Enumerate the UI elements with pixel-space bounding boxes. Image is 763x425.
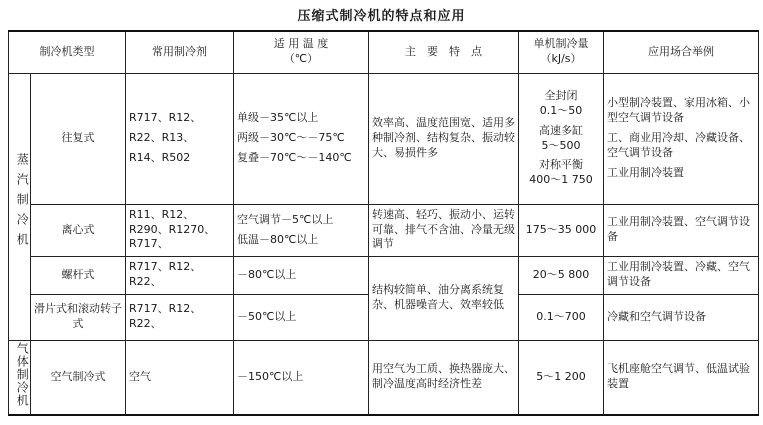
refrigerant-screw xyxy=(126,256,234,294)
application-line: 工业用制冷装置 xyxy=(607,165,684,179)
capacity-value: 400～1 750 xyxy=(529,173,593,187)
type-air: 空气制冷式 xyxy=(31,340,126,415)
header-refrigerant: 常用制冷剂 xyxy=(126,31,234,73)
temp-line: 复叠－70℃～－140℃ xyxy=(237,150,352,164)
applications-reciprocating xyxy=(604,73,759,204)
group-gas xyxy=(9,340,31,415)
features-screw-rotary: 结构较简单、油分离系统复杂、机器噪音大、效率较低 xyxy=(369,256,519,340)
applications-rotary: 冷藏和空气调节设备 xyxy=(604,294,759,340)
refrigerant-reciprocating xyxy=(126,73,234,204)
header-capacity-unit: （kJ/s） xyxy=(540,52,582,66)
type-screw: 螺杆式 xyxy=(31,256,126,294)
refrigerant-line: R717、R12、 xyxy=(129,260,202,274)
header-temperature-label: 适 用 温 度 xyxy=(273,37,329,51)
capacity-value: 0.1～50 xyxy=(539,103,583,117)
capacity-label: 全封闭 xyxy=(544,88,578,102)
refrigerant-centrifugal xyxy=(126,204,234,256)
header-applications: 应用场合举例 xyxy=(604,31,759,73)
temp-line: 空气调节－5℃以上 xyxy=(237,212,334,226)
capacity-label: 高速多缸 xyxy=(539,123,583,137)
refrigerant-air: 空气 xyxy=(126,340,234,415)
header-type: 制冷机类型 xyxy=(9,31,126,73)
temp-reciprocating xyxy=(234,73,369,204)
temp-line: 单级－35℃以上 xyxy=(237,111,319,125)
refrigerant-line: R22、R13、 xyxy=(129,131,195,145)
capacity-reciprocating xyxy=(519,73,604,204)
type-reciprocating: 往复式 xyxy=(31,73,126,204)
table-row-centrifugal xyxy=(9,204,759,256)
refrigerant-line: R11、R12、 xyxy=(129,207,195,221)
capacity-rotary: 0.1～700 xyxy=(519,294,604,340)
refrigerant-line: R22、 xyxy=(129,317,162,330)
refrigerant-line: R14、R502 xyxy=(129,150,191,164)
applications-centrifugal: 工业用制冷装置、空气调节设备 xyxy=(604,204,759,256)
temp-line: 两级－30℃～－75℃ xyxy=(237,131,345,145)
table-row-air xyxy=(9,340,759,415)
capacity-value: 5～500 xyxy=(541,138,581,152)
header-capacity xyxy=(519,31,604,73)
refrigerant-line: R717、R12、 xyxy=(129,302,202,316)
refrigerant-line: R717、 xyxy=(129,237,169,251)
header-temperature-unit: （℃） xyxy=(283,52,319,66)
refrigerant-line: R717、R12、 xyxy=(129,111,202,125)
group-gas-label: 气体制冷机 xyxy=(15,341,30,407)
features-centrifugal: 转速高、轻巧、振动小、运转可靠、排气不含油、冷量无级调节 xyxy=(369,204,519,256)
group-vapor-label: 蒸汽制冷机 xyxy=(15,153,30,254)
type-rotary: 滑片式和滚动转子式 xyxy=(31,294,126,340)
features-reciprocating: 效率高、温度范围宽、适用多种制冷剂、结构复杂、振动较大、易损件多 xyxy=(369,73,519,204)
table-row-reciprocating xyxy=(9,73,759,204)
table-row-screw xyxy=(9,256,759,294)
refrigerant-rotary xyxy=(126,294,234,340)
temp-rotary: －50℃以上 xyxy=(234,294,369,340)
header-capacity-label: 单机制冷量 xyxy=(533,37,589,51)
temp-screw: －80℃以上 xyxy=(234,256,369,294)
header-features: 主 要 特 点 xyxy=(369,31,519,73)
capacity-centrifugal: 175～35 000 xyxy=(519,204,604,256)
capacity-screw: 20～5 800 xyxy=(519,256,604,294)
capacity-label: 对称平衡 xyxy=(539,158,583,172)
application-line: 小型制冷装置、家用冰箱、小型空气调节设备 xyxy=(607,96,750,125)
header-temperature xyxy=(234,31,369,73)
refrigerator-table xyxy=(8,30,759,416)
header-row xyxy=(9,31,759,73)
application-line: 工、商业用冷却、冷藏设备、空气调节设备 xyxy=(607,131,750,159)
capacity-air: 5～1 200 xyxy=(519,340,604,415)
applications-screw: 工业用制冷装置、冷藏、空气调节设备 xyxy=(604,256,759,294)
applications-air: 飞机座舱空气调节、低温试验装置 xyxy=(604,340,759,415)
table-title: 压缩式制冷机的特点和应用 xyxy=(297,9,466,24)
refrigerant-line: R290、R1270、 xyxy=(129,222,216,236)
refrigerant-line: R22、 xyxy=(129,275,162,288)
temp-centrifugal xyxy=(234,204,369,256)
temp-line: 低温－80℃以上 xyxy=(237,232,319,246)
group-vapor xyxy=(9,73,31,340)
type-centrifugal: 离心式 xyxy=(31,204,126,256)
temp-air: －150℃以上 xyxy=(234,340,369,415)
features-air: 用空气为工质、换热器庞大、制冷温度高时经济性差 xyxy=(369,340,519,415)
